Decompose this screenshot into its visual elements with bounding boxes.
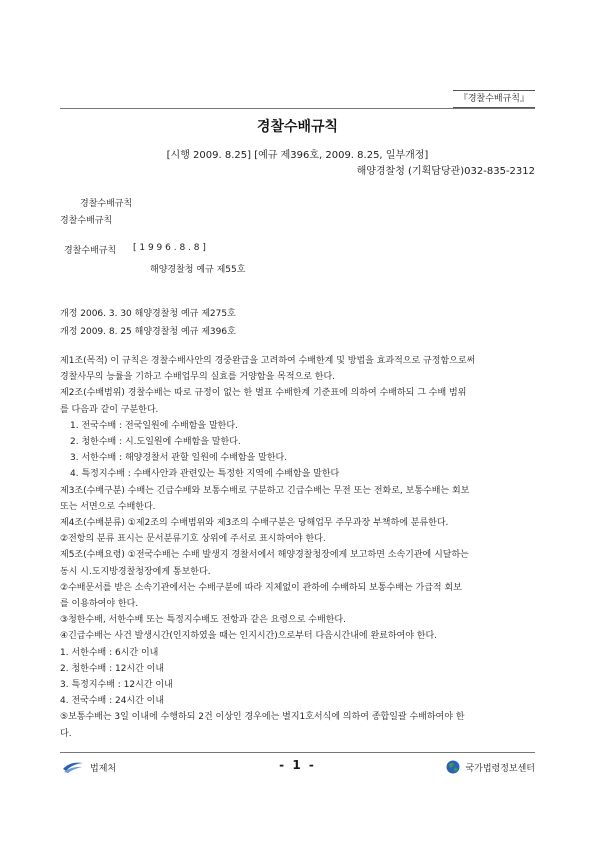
body-text [60, 353, 538, 742]
body-line: ⑤보통수배는 3일 이내에 수행하되 2건 이상인 경우에는 별지1호서식에 의하여 종합일괄 수배하여야 한 [60, 712, 465, 723]
globe-icon [446, 760, 460, 774]
meta-line-1: 경찰수배규칙 [80, 199, 133, 209]
body-line: 제1조(목적) 이 규칙은 경찰수배사안의 경중완급을 고려하여 수배한계 및 방법을 효과적으로 규정함으로써 [60, 356, 476, 366]
contact-info: 해양경찰청 (기획담당관)032-835-2312 [356, 166, 535, 177]
footer-right [446, 760, 535, 774]
body-line: 3. 서한수배 : 해양경찰서 관할 일원에 수배함을 말한다. [70, 453, 288, 464]
footer-right-label: 국가법령정보센터 [465, 763, 535, 774]
body-line: 다. [60, 728, 72, 739]
body-line: 제5조(수배요령) ①전국수배는 수배 발생지 경찰서에서 해양경찰청장에게 보고하면 소속기관에 시달하는 [60, 550, 469, 561]
body-line: ②전항의 분류 표시는 문서분류기호 상위에 주서로 표시하여야 한다. [60, 534, 326, 545]
page-title: 경찰수배규칙 [256, 119, 339, 135]
enact-by: 해양경찰청 예규 제55호 [150, 265, 246, 275]
enforcement-info: [시행 2009. 8.25] [예규 제396호, 2009. 8.25, 일부개정] [166, 150, 429, 161]
body-line: 동시 시.도지방경찰청장에게 통보한다. [60, 566, 211, 577]
body-line: 3. 특정지수배 : 12시간 이내 [60, 680, 173, 691]
body-line: 제2조(수배범위) 경찰수배는 따로 규정이 없는 한 별표 수배한계 기준표에 의하여 수배하되 그 수배 범위 [60, 388, 467, 399]
body-line: 4. 전국수배 : 24시간 이내 [60, 696, 165, 707]
revision-2: 개정 2009. 8. 25 해양경찰청 예규 제396호 [60, 327, 236, 337]
document-tag: 『경찰수배규칙』 [453, 90, 535, 108]
body-line: 를 다음과 같이 구분한다. [60, 404, 159, 415]
body-line: ③청한수배, 서한수배 또는 특정지수배도 전항과 같은 요령으로 수배한다. [60, 615, 346, 626]
enact-name: 경찰수배규칙 [64, 246, 117, 256]
page-number: - 1 - [279, 758, 316, 772]
body-line: 2. 청한수배 : 12시간 이내 [60, 663, 165, 674]
body-line: 경찰사무의 능률을 기하고 수배업무의 실효를 거양함을 목적으로 한다. [60, 372, 336, 383]
body-line: 또는 서면으로 수배한다. [60, 501, 156, 512]
enact-date: [ 1 9 9 6 . 8 . 8 ] [133, 243, 206, 253]
body-line: 제4조(수배분류) ①제2조의 수배범위와 제3조의 수배구분은 당해업무 주무과장 부책하에 분류한다. [60, 518, 449, 529]
body-line: 1. 전국수배 : 전국일원에 수배함을 말한다. [70, 420, 238, 431]
revision-1: 개정 2006. 3. 30 해양경찰청 예규 제275호 [60, 309, 236, 319]
body-line: ④긴급수배는 사건 발생시간(인지하였을 때는 인지시간)으로부터 다음시간내에 완료하여야 한다. [60, 631, 438, 642]
body-line: 1. 서한수배 : 6시간 이내 [60, 647, 159, 658]
bottom-rule [60, 752, 535, 753]
body-line: 제3조(수배구분) 수배는 긴급수배와 보통수배로 구분하고 긴급수배는 무전 또는 전화로, 보통수배는 회보 [60, 485, 470, 496]
top-rule [60, 108, 535, 109]
meta-line-2: 경찰수배규칙 [60, 216, 113, 226]
body-line: 를 이용하여야 한다. [60, 599, 139, 610]
body-line: 2. 청한수배 : 시.도일원에 수배함을 말한다. [70, 437, 241, 448]
body-line: 4. 특정지수배 : 수배사안과 관련있는 특정한 지역에 수배함을 말한다 [70, 469, 340, 480]
body-line: ②수배문서를 받은 소속기관에서는 수배구분에 따라 지체없이 관하에 수배하되 보통수배는 가급적 회보 [60, 582, 462, 593]
footer-left-label: 법제처 [90, 763, 117, 774]
